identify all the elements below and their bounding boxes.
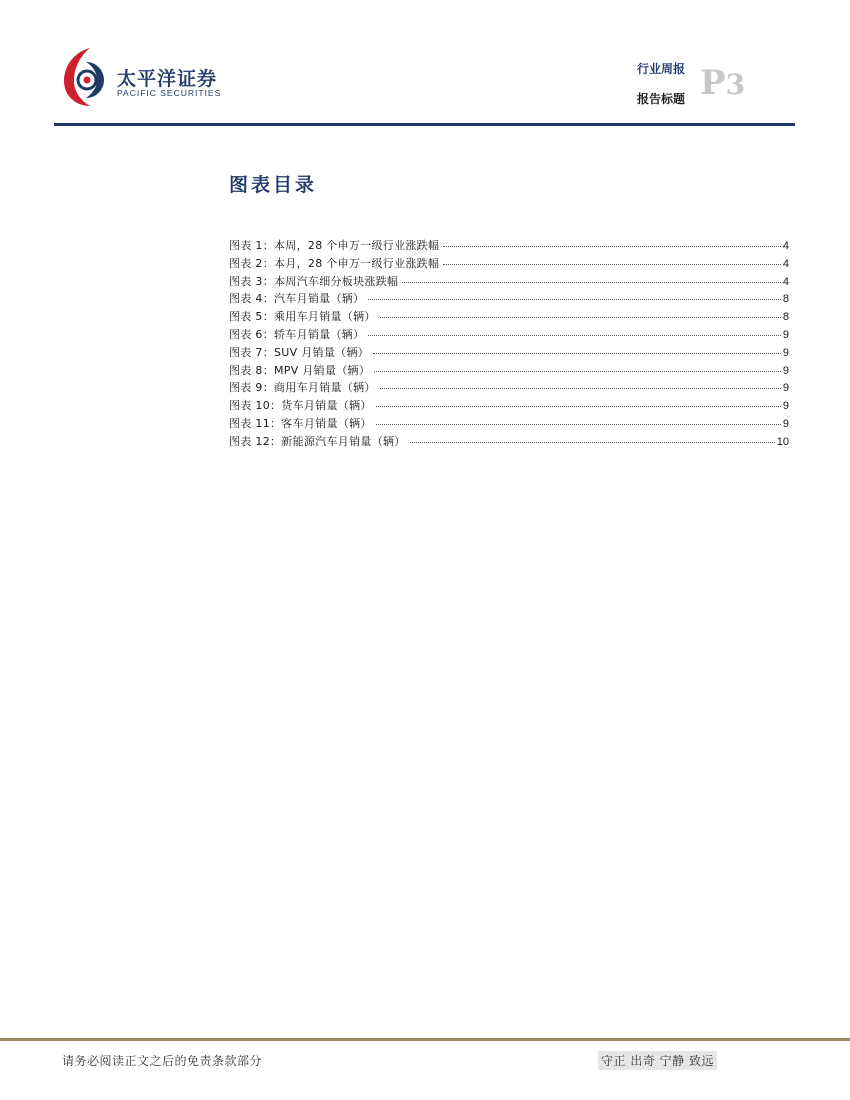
toc-entry-page: 9 — [782, 417, 789, 430]
toc-dot-leader — [376, 415, 781, 425]
toc-heading: 图表目录 — [229, 174, 318, 196]
toc-entry-page: 9 — [782, 382, 789, 395]
toc-entry-label: 图表 1：本周，28 个申万一级行业涨跌幅 — [229, 239, 440, 252]
toc-dot-leader — [373, 344, 781, 354]
toc-dot-leader — [368, 326, 780, 336]
company-name-en: PACIFIC SECURITIES — [117, 88, 222, 98]
toc-dot-leader — [376, 397, 781, 407]
toc-dot-leader — [410, 433, 775, 443]
toc-entry[interactable] — [229, 379, 789, 397]
company-name-cn: 太平洋证券 — [117, 68, 218, 90]
toc-dot-leader — [380, 308, 781, 318]
toc-list — [229, 237, 789, 451]
toc-dot-leader — [380, 379, 781, 389]
header-divider — [54, 123, 795, 126]
toc-entry-label: 图表 2：本月，28 个申万一级行业涨跌幅 — [229, 256, 440, 270]
toc-dot-leader — [443, 255, 781, 265]
report-title: 报告标题 — [636, 92, 685, 106]
toc-entry-page: 4 — [782, 257, 789, 270]
page-number — [700, 63, 746, 103]
toc-entry-label: 图表 7：SUV 月销量（辆） — [229, 345, 370, 359]
toc-entry[interactable] — [229, 362, 789, 380]
page-prefix: P — [700, 63, 726, 103]
toc-entry-label: 图表 8：MPV 月销量（辆） — [229, 363, 371, 377]
toc-entry[interactable] — [229, 433, 789, 451]
footer-disclaimer: 请务必阅读正文之后的免责条款部分 — [62, 1054, 263, 1068]
toc-entry-label: 图表 4：汽车月销量（辆） — [229, 292, 365, 306]
toc-entry-page: 8 — [782, 311, 789, 324]
toc-dot-leader — [374, 362, 781, 372]
toc-entry-page: 9 — [782, 400, 789, 413]
toc-entry-page: 9 — [782, 364, 789, 377]
toc-entry-page: 4 — [782, 275, 789, 288]
toc-entry[interactable] — [229, 290, 789, 308]
toc-entry-page: 9 — [782, 328, 789, 341]
toc-entry[interactable] — [229, 273, 789, 291]
toc-entry[interactable] — [229, 344, 789, 362]
toc-entry[interactable] — [229, 237, 789, 255]
report-type: 行业周报 — [636, 62, 685, 76]
toc-entry[interactable] — [229, 326, 789, 344]
toc-dot-leader — [402, 273, 781, 283]
toc-entry-label: 图表 9：商用车月销量（辆） — [229, 381, 376, 395]
toc-entry-label: 图表 11：客车月销量（辆） — [229, 416, 372, 430]
toc-entry[interactable] — [229, 415, 789, 433]
toc-dot-leader — [368, 290, 780, 300]
toc-entry-page: 10 — [776, 435, 789, 448]
toc-entry-label: 图表 5：乘用车月销量（辆） — [229, 310, 376, 324]
toc-entry-label: 图表 10：货车月销量（辆） — [229, 399, 372, 413]
toc-entry[interactable] — [229, 255, 789, 273]
footer-motto: 守正 出奇 宁静 致远 — [598, 1051, 717, 1070]
toc-entry-label: 图表 12：新能源汽车月销量（辆） — [229, 434, 406, 448]
toc-entry-label: 图表 6：轿车月销量（辆） — [229, 327, 365, 341]
toc-dot-leader — [443, 237, 781, 247]
toc-entry[interactable] — [229, 397, 789, 415]
company-logo — [60, 44, 225, 114]
toc-entry-label: 图表 3：本周汽车细分板块涨跌幅 — [229, 274, 399, 288]
pacific-securities-logo-icon — [60, 44, 112, 110]
toc-entry-page: 9 — [782, 346, 789, 359]
footer-divider — [0, 1038, 850, 1041]
toc-entry[interactable] — [229, 308, 789, 326]
toc-entry-page: 4 — [782, 240, 789, 252]
page-number-value: 3 — [725, 68, 746, 101]
toc-entry-page: 8 — [782, 293, 789, 306]
